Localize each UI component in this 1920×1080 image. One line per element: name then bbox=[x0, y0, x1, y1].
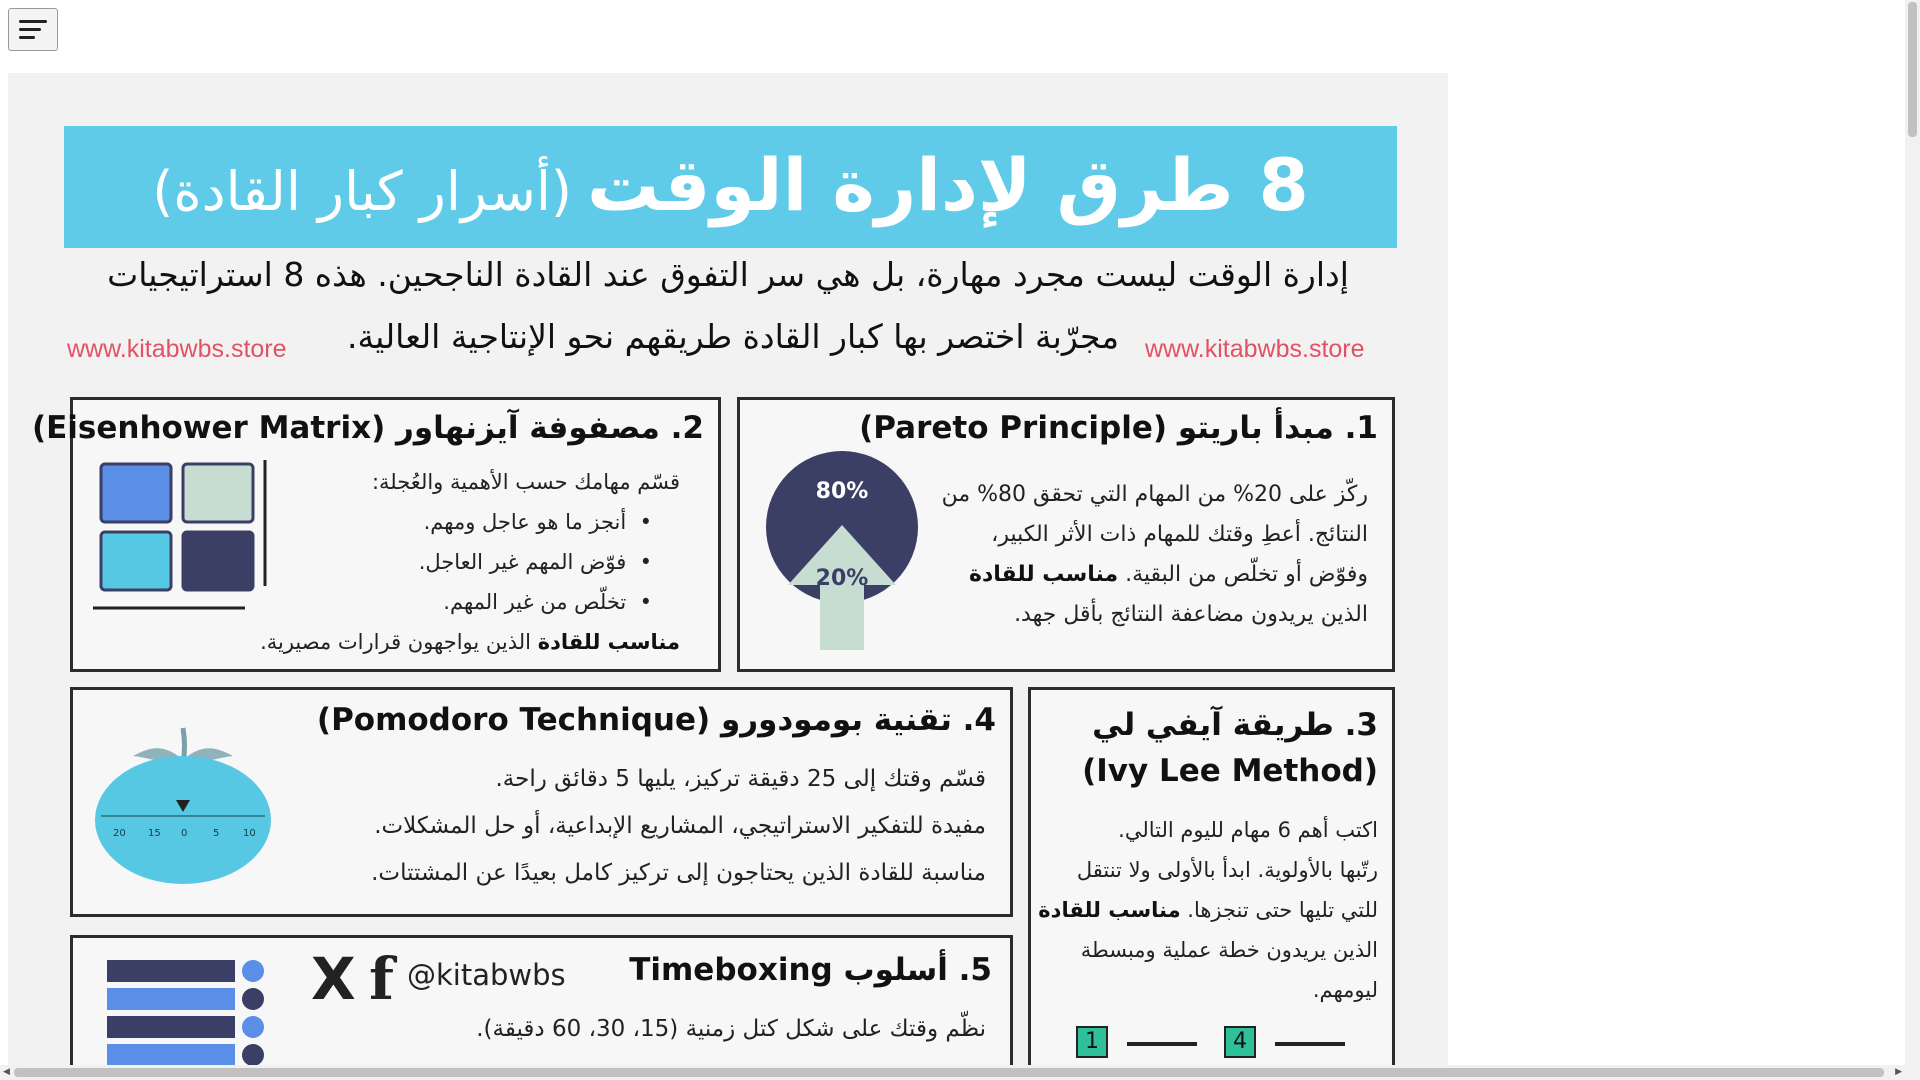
ivy-lee-line: اكتب أهم 6 مهام لليوم التالي. bbox=[1118, 818, 1378, 842]
eisenhower-highlight: مناسب للقادة bbox=[537, 630, 680, 654]
pomodoro-line: مناسبة للقادة الذين يحتاجون إلى تركيز كامل بعيدًا عن المشتتات. bbox=[371, 860, 986, 886]
eisenhower-bullet: • تخلّص من غير المهم. bbox=[443, 590, 652, 614]
hamburger-menu-icon bbox=[19, 20, 47, 23]
pareto-title: 1. مبدأ باريتو (Pareto Principle) bbox=[859, 410, 1378, 446]
list-dot bbox=[242, 960, 264, 982]
pareto-line: الذين يريدون مضاعفة النتائج بأقل جهد. bbox=[1014, 602, 1368, 627]
pomodoro-card bbox=[70, 687, 1013, 917]
tomato-body bbox=[95, 756, 271, 884]
eisenhower-footer bbox=[260, 622, 680, 662]
tomato-timer-icon bbox=[93, 720, 273, 890]
list-bar bbox=[107, 1016, 235, 1038]
website-url-right: www.kitabwbs.store bbox=[1145, 335, 1365, 363]
intro-line-2: مجرّبة اختصر بها كبار القادة طريقهم نحو الإنتاجية العالية. bbox=[346, 317, 1120, 356]
ivy-lee-card bbox=[1028, 687, 1395, 1068]
pareto-card bbox=[737, 397, 1395, 672]
pareto-arrow-icon bbox=[766, 450, 922, 650]
timer-tick-label: 20 bbox=[113, 828, 126, 839]
list-dot bbox=[242, 988, 264, 1010]
eisenhower-bullet-text: أنجز ما هو عاجل ومهم. bbox=[423, 510, 627, 534]
list-dot bbox=[242, 1044, 264, 1066]
ivy-lee-title-line: (Ivy Lee Method) bbox=[1082, 753, 1378, 789]
list-bar bbox=[107, 1044, 235, 1066]
facebook-logo-icon: f bbox=[369, 945, 394, 1013]
ivy-lee-title bbox=[1082, 702, 1378, 794]
pomodoro-body bbox=[371, 756, 986, 897]
pareto-body bbox=[942, 475, 1368, 635]
timer-tick-label: 10 bbox=[243, 828, 256, 839]
ivy-lee-line-text: للتي تليها حتى تنجزها. bbox=[1187, 898, 1378, 922]
horizontal-scrollbar-thumb[interactable] bbox=[14, 1068, 1884, 1077]
hamburger-menu-icon-line bbox=[19, 36, 35, 39]
x-logo-icon: X bbox=[311, 945, 356, 1013]
scroll-right-arrow-icon[interactable]: ▶ bbox=[1895, 1067, 1902, 1077]
timeboxing-list-icon bbox=[107, 960, 267, 1068]
matrix-cell bbox=[101, 464, 171, 522]
website-url-left: www.kitabwbs.store bbox=[67, 335, 287, 363]
eisenhower-bullet: • أنجز ما هو عاجل ومهم. bbox=[423, 510, 652, 534]
eisenhower-card bbox=[31, 397, 721, 672]
eisenhower-body bbox=[260, 462, 680, 662]
eisenhower-bullet-text: تخلّص من غير المهم. bbox=[443, 590, 627, 614]
pareto-highlight: مناسب للقادة bbox=[969, 562, 1119, 587]
eisenhower-intro: قسّم مهامك حسب الأهمية والعُجلة: bbox=[371, 470, 680, 494]
intro-line-1: إدارة الوقت ليست مجرد مهارة، بل هي سر التفوق عند القادة الناجحين. هذه 8 استراتيجيات bbox=[107, 255, 1349, 294]
pareto-line bbox=[942, 555, 1368, 595]
ivy-lee-step-badge: 4 bbox=[1224, 1026, 1256, 1058]
hamburger-menu-icon-line bbox=[19, 28, 41, 31]
ivy-lee-line: ليومهم. bbox=[1312, 978, 1378, 1002]
timer-tick-label: 5 bbox=[213, 828, 220, 839]
horizontal-scrollbar[interactable] bbox=[0, 1065, 1905, 1080]
list-bar bbox=[107, 960, 235, 982]
matrix-cell bbox=[183, 532, 253, 590]
ivy-lee-step-badge: 1 bbox=[1076, 1026, 1108, 1058]
social-handle: @kitabwbs bbox=[407, 958, 566, 992]
ivy-lee-line: رتّبها بالأولوية. ابدأ بالأولى ولا تنتقل bbox=[1076, 858, 1378, 882]
eisenhower-title: 2. مصفوفة آيزنهاور (Eisenhower Matrix) bbox=[31, 410, 704, 446]
title-subtitle: (أسرار كبار القادة) bbox=[152, 160, 572, 223]
vertical-scrollbar[interactable] bbox=[1905, 0, 1920, 1080]
timer-tick-label: 0 bbox=[181, 828, 188, 839]
ivy-lee-body bbox=[1038, 810, 1378, 1010]
pareto-pct-bottom: 20% bbox=[815, 566, 869, 591]
pomodoro-title: 4. تقنية بومودورو (Pomodoro Technique) bbox=[316, 702, 996, 738]
eisenhower-bullet: • فوّض المهم غير العاجل. bbox=[418, 550, 652, 574]
pomodoro-line: مفيدة للتفكير الاستراتيجي، المشاريع الإبداعية، أو حل المشكلات. bbox=[374, 813, 986, 839]
ivy-lee-highlight: مناسب للقادة bbox=[1038, 898, 1181, 922]
list-dot bbox=[242, 1016, 264, 1038]
list-bar bbox=[107, 988, 235, 1010]
timeboxing-card bbox=[70, 935, 1013, 1068]
timeboxing-title: 5. أسلوب Timeboxing bbox=[629, 952, 992, 988]
pareto-line-text: وفوّض أو تخلّص من البقية. bbox=[1125, 562, 1368, 587]
scroll-left-arrow-icon[interactable]: ◀ bbox=[3, 1067, 10, 1077]
pomodoro-line: قسّم وقتك إلى 25 دقيقة تركيز، يليها 5 دقائق راحة. bbox=[495, 766, 986, 792]
ivy-lee-step-line bbox=[1275, 1042, 1345, 1046]
pareto-pct-top: 80% bbox=[815, 479, 869, 504]
menu-button[interactable] bbox=[8, 8, 58, 51]
pareto-line: النتائج. أعطِ وقتك للمهام ذات الأثر الكبير، bbox=[991, 522, 1368, 547]
ivy-lee-line bbox=[1038, 890, 1378, 930]
eisenhower-bullet-text: فوّض المهم غير العاجل. bbox=[418, 550, 627, 574]
matrix-cell bbox=[101, 532, 171, 590]
pareto-line: ركّز على 20% من المهام التي تحقق 80% من bbox=[941, 482, 1368, 507]
title-banner bbox=[64, 126, 1397, 248]
eisenhower-footer-text: الذين يواجهون قرارات مصيرية. bbox=[260, 630, 532, 654]
timeboxing-line: نظّم وقتك على شكل كتل زمنية (15، 30، 60 دقيقة). bbox=[476, 1016, 986, 1042]
infographic-image bbox=[8, 73, 1448, 1068]
vertical-scrollbar-thumb[interactable] bbox=[1908, 2, 1917, 137]
title-main: 8 طرق لإدارة الوقت bbox=[587, 143, 1309, 227]
eisenhower-matrix-icon bbox=[93, 460, 268, 620]
ivy-lee-line: الذين يريدون خطة عملية ومبسطة bbox=[1080, 938, 1378, 962]
ivy-lee-step-line bbox=[1127, 1042, 1197, 1046]
timer-tick-label: 15 bbox=[148, 828, 161, 839]
matrix-cell bbox=[183, 464, 253, 522]
ivy-lee-title-line: 3. طريقة آيفي لي bbox=[1092, 707, 1378, 743]
